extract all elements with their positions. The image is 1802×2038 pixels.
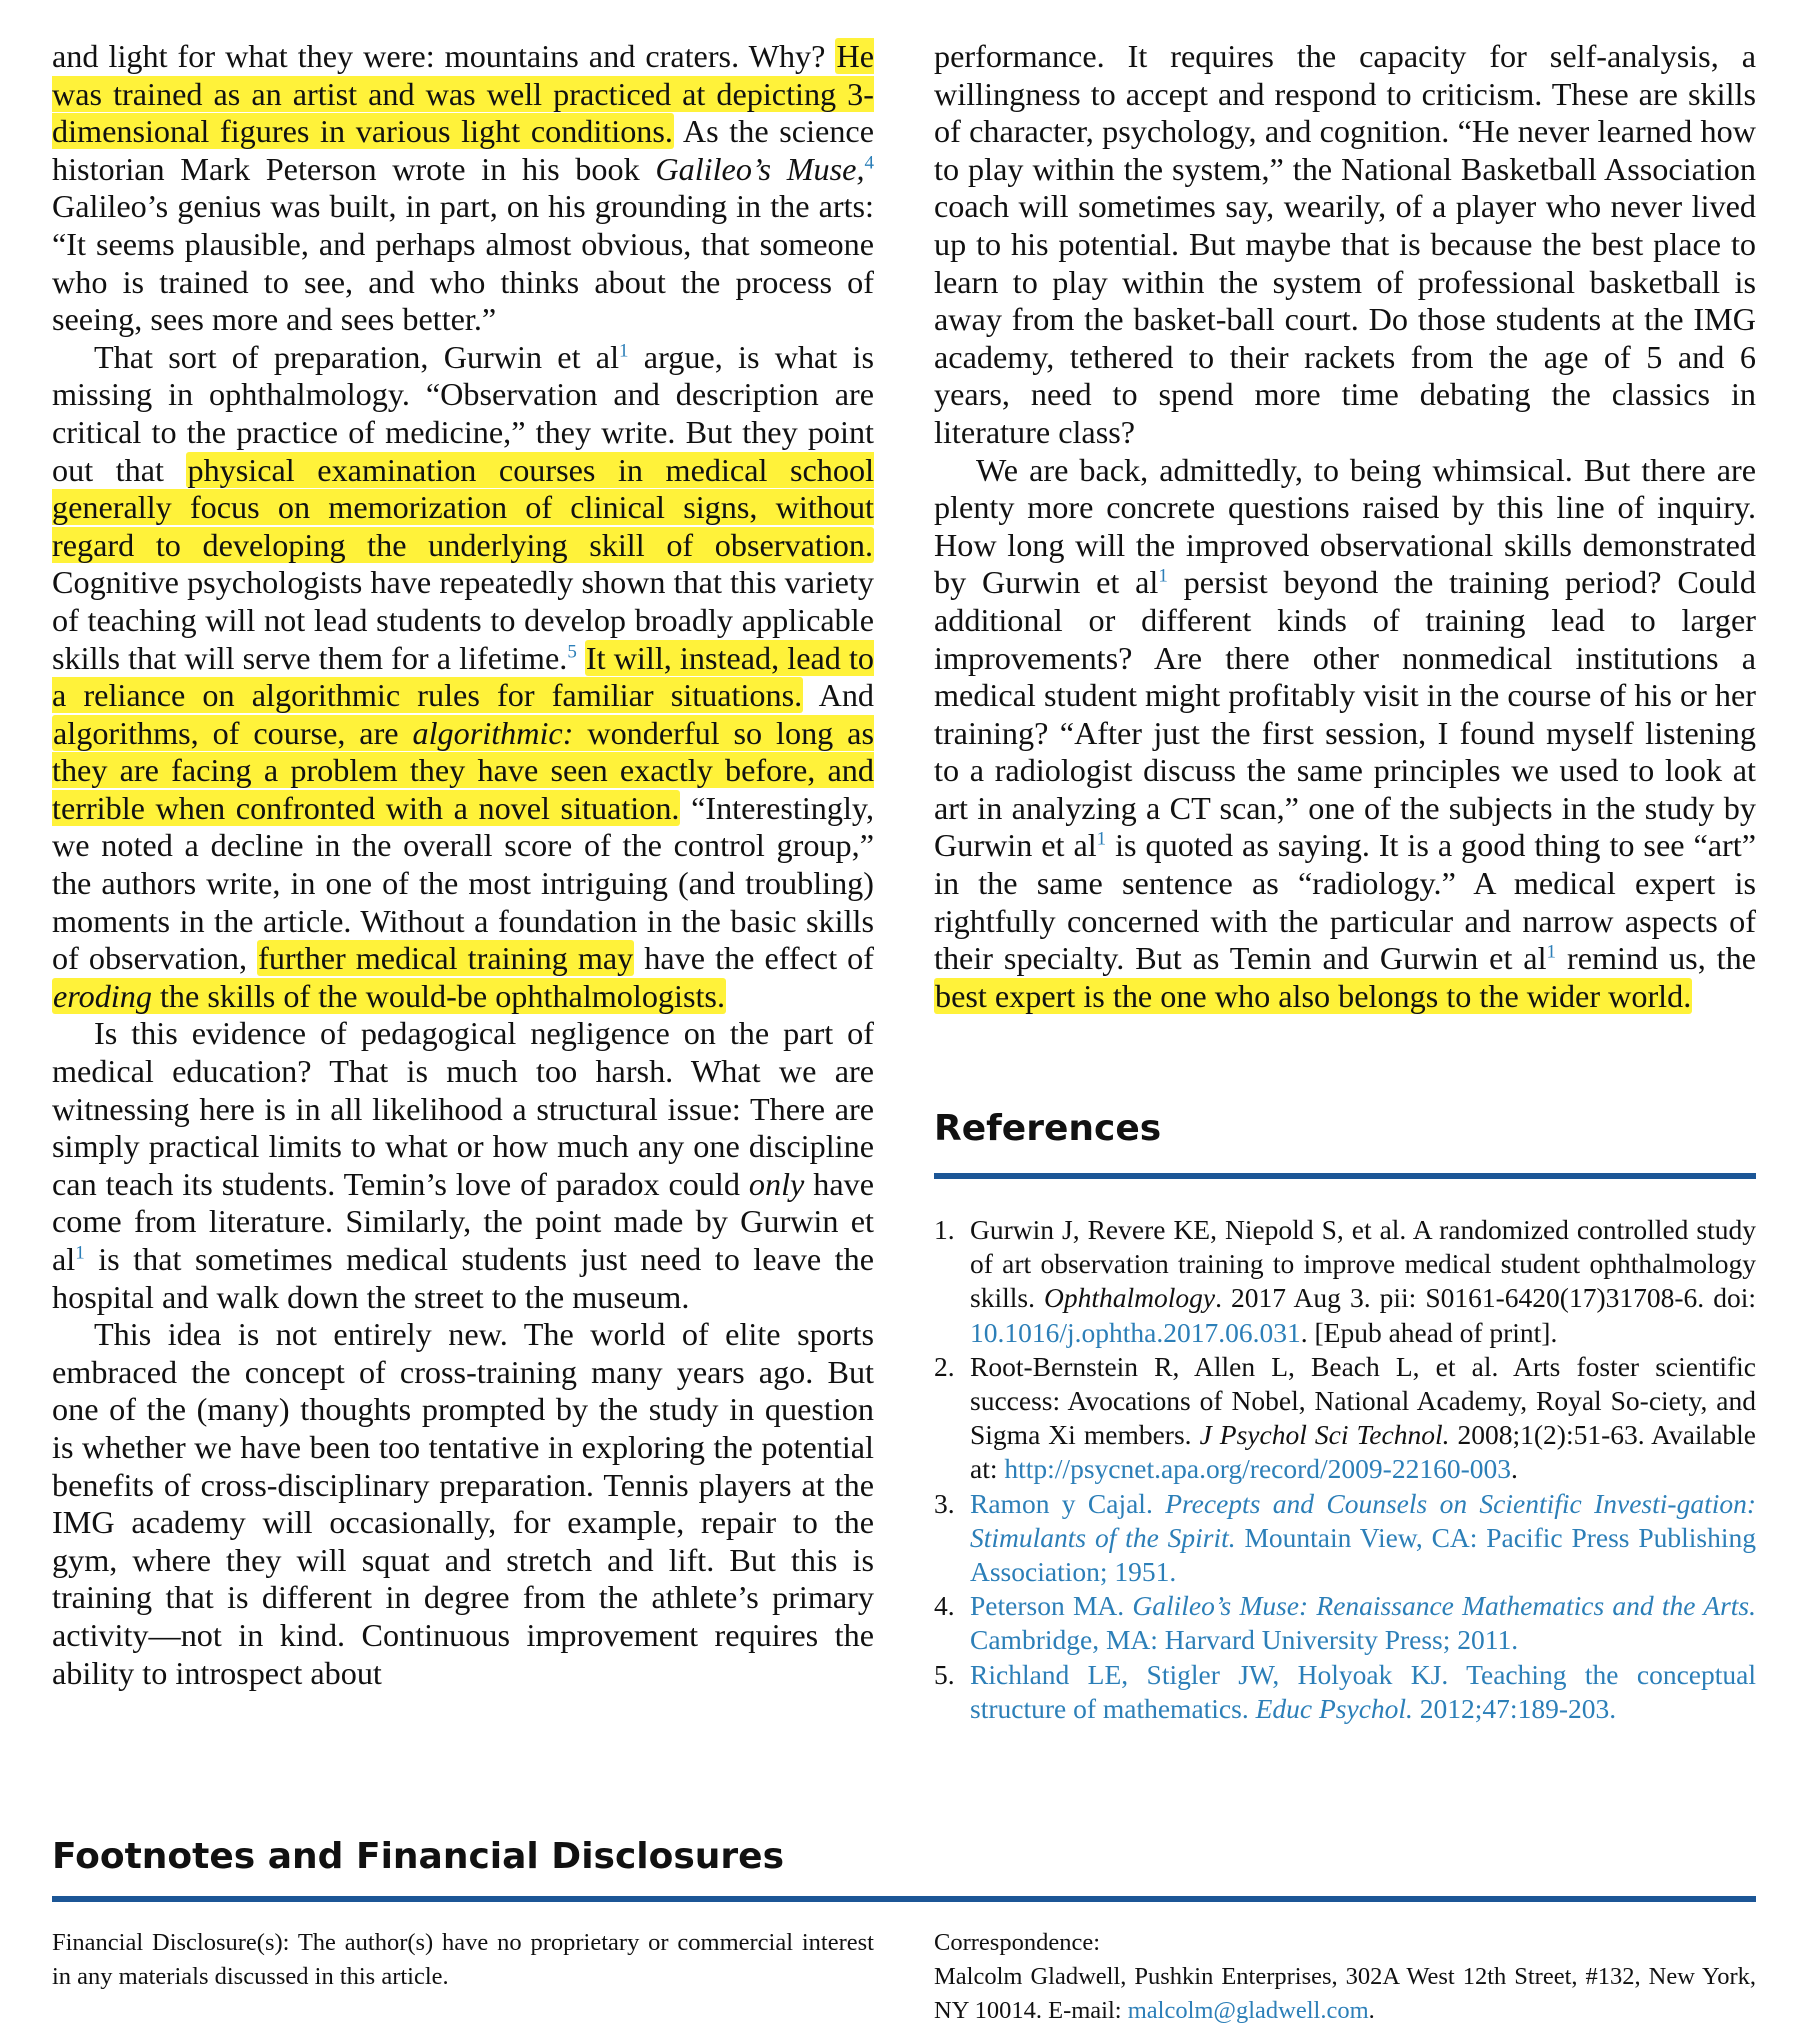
paragraph: Is this evidence of pedagogical negligence on the part of medical education? That is much too harsh. What we are witnessing here is in all likelihood a structural issue: There are simply practical limits to what or how much any one discipline can teach its students. Temin’s love of paradox could only have come from literature. Similarly, the point made by Gurwin et al$^1$ is that sometimes medical students just need to leave the hospital and walk down the street to the museum. <box>52 1015 875 1315</box>
citation-link[interactable]: 5 <box>567 640 577 662</box>
left-column <box>52 38 874 1692</box>
highlight[interactable]: algorithms, of course, are algorithmic: wonderful so long as they are facing a problem they have seen exactly before, and terrible when confronted with a novel situation. <box>52 714 874 826</box>
right-column <box>934 38 1756 1015</box>
highlight[interactable]: best expert is the one who also belongs to the wider world. <box>935 977 1692 1014</box>
email-link[interactable]: malcolm@gladwell.com <box>1127 1997 1369 2024</box>
url-link[interactable]: http://psycnet.apa.org/record/2009-22160-003 <box>1004 1453 1511 1485</box>
reference-link[interactable]: Richland LE, Stigler JW, Holyoak KJ. Teaching the conceptual structure of mathematics. Educ Psychol. 2012;47:189-203. <box>970 1658 1756 1724</box>
reference-item[interactable]: 5. Richland LE, Stigler JW, Holyoak KJ. Teaching the conceptual structure of mathematics. Educ Psychol. 2012;47:189-203. <box>934 1658 1756 1724</box>
section-rule <box>52 1896 1756 1902</box>
footnotes-heading: Footnotes and Financial Disclosures <box>52 1836 785 1877</box>
citation-link[interactable]: 4 <box>864 152 874 174</box>
highlight[interactable]: It will, instead, lead to a reliance on algorithmic rules for familiar situations. <box>52 639 874 714</box>
highlight[interactable]: eroding the skills of the would-be ophthalmologists. <box>53 977 726 1014</box>
reference-list <box>934 1213 1756 1726</box>
paragraph: That sort of preparation, Gurwin et al$^1$ argue, is what is missing in ophthalmology. “Observation and description are critical to the practice of medicine,” they write. But they point out that physical examination courses in medical school generally focus on memorization of clinical signs, without regard to developing the underlying skill of observation. Cognitive psychologists have repeatedly shown that this variety of teaching will not lead students to develop broadly applicable skills that will serve them for a lifetime.$^5$ It will, instead, lead to a reliance on algorithmic rules for familiar situations. And algorithms, of course, are algorithmic: wonderful so long as they are facing a problem they have seen exactly before, and terrible when confronted with a novel situation. “Interestingly, we noted a decline in the overall score of the control group,” the authors write, in one of the most intriguing (and troubling) moments in the article. Without a foundation in the basic skills of observation, further medical training may have the effect of eroding the skills of the would-be ophthalmologists. <box>52 338 875 1014</box>
highlight[interactable]: further medical training may <box>258 940 634 977</box>
highlight[interactable]: He was trained as an artist and was well practiced at depicting 3-dimensional figures in various light conditions. <box>52 38 874 150</box>
reference-item: 1. Gurwin J, Revere KE, Niepold S, et al. A randomized controlled study of art observation training to improve medical student ophthalmology skills. Ophthalmology. 2017 Aug 3. pii: S0161-6420(17)31708-6. doi: 10.1016/j.ophtha.2017.06.031. [Epub ahead of print]. <box>934 1214 1756 1348</box>
reference-item: 2. Root-Bernstein R, Allen L, Beach L, et al. Arts foster scientific success: Avocations of Nobel, National Academy, Royal So-ciety, and Sigma Xi members. J Psychol Sci Technol. 2008;1(2):51-63. Available at: http://psycnet.apa.org/record/2009-22160-003. <box>934 1350 1756 1485</box>
citation-link[interactable]: 1 <box>619 340 629 362</box>
reference-item[interactable]: 4. Peterson MA. Galileo’s Muse: Renaissance Mathematics and the Arts. Cambridge, MA: Harvard University Press; 2011. <box>934 1590 1756 1656</box>
section-rule <box>934 1173 1756 1179</box>
paragraph: This idea is not entirely new. The world of elite sports embraced the concept of cross-training many years ago. But one of the (many) thoughts prompted by the study in question is whether we have been too tentative in exploring the potential benefits of cross-disciplinary preparation. Tennis players at the IMG academy will occasionally, for example, repair to the gym, where they will squat and stretch and lift. But this is training that is different in degree from the athlete’s primary activity—not in kind. Continuous improvement requires the ability to introspect about <box>52 1316 874 1691</box>
paragraph: and light for what they were: mountains and craters. Why? He was trained as an artist and was well practiced at depicting 3-dimensional figures in various light conditions. As the science historian Mark Peterson wrote in his book Galileo’s Muse,$^4$ Galileo’s genius was built, in part, on his grounding in the arts: “It seems plausible, and perhaps almost obvious, that someone who is trained to see, and who thinks about the process of seeing, sees more and sees better.” <box>52 38 874 338</box>
financial-disclosure: Financial Disclosure(s): The author(s) have no proprietary or commercial interest in any materials discussed in this article. <box>52 1929 874 1990</box>
references-heading: References <box>934 1108 1162 1149</box>
reference-link[interactable]: Peterson MA. Galileo’s Muse: Renaissance Mathematics and the Arts. Cambridge, MA: Harvard University Press; 2011. <box>970 1590 1756 1656</box>
book-title: Galileo’s Muse, <box>655 150 865 187</box>
paragraph: We are back, admittedly, to being whimsical. But there are plenty more concrete questions raised by this line of inquiry. How long will the improved observational skills demonstrated by Gurwin et al$^1$ persist beyond the training period? Could additional or different kinds of training lead to larger improvements? Are there other nonmedical institutions a medical student might profitably visit in the course of his or her training? “After just the first session, I found myself listening to a radiologist discuss the same principles we used to look at art in analyzing a CT scan,” one of the subjects in the study by Gurwin et al$^1$ is quoted as saying. It is a good thing to see “art” in the same sentence as “radiology.” A medical expert is rightfully concerned with the particular and narrow aspects of their specialty. But as Temin and Gurwin et al$^1$ remind us, the best expert is the one who also belongs to the wider world. <box>934 451 1757 1014</box>
paragraph: performance. It requires the capacity for self-analysis, a willingness to accept and respond to criticism. These are skills of character, psychology, and cognition. “He never learned how to play within the system,” the National Basketball Association coach will sometimes say, wearily, of a player who never lived up to his potential. But maybe that is because the best place to learn to play within the system of professional basketball is away from the basket-ball court. Do those students at the IMG academy, tethered to their rackets from the age of 5 and 6 years, need to spend more time debating the classics in literature class? <box>934 38 1756 450</box>
doi-link[interactable]: 10.1016/j.ophtha.2017.06.031 <box>970 1316 1301 1348</box>
reference-link[interactable]: Ramon y Cajal. Precepts and Counsels on Scientific Investi-gation: Stimulants of the Spirit. Mountain View, CA: Pacific Press Publishing Association; 1951. <box>970 1487 1757 1588</box>
citation-link[interactable]: 1 <box>1158 565 1168 587</box>
correspondence-label: Correspondence: <box>934 1929 1100 1956</box>
citation-link[interactable]: 1 <box>1096 828 1107 850</box>
citation-link[interactable]: 1 <box>1546 941 1557 963</box>
highlight[interactable]: physical examination courses in medical school generally focus on memorization of clinical signs, without regard to developing the underlying skill of observation. <box>52 451 875 563</box>
citation-link[interactable]: 1 <box>75 1242 85 1264</box>
reference-item[interactable]: 3. Ramon y Cajal. Precepts and Counsels on Scientific Investi-gation: Stimulants of the Spirit. Mountain View, CA: Pacific Press Publishing Association; 1951. <box>934 1487 1757 1588</box>
correspondence: Correspondence: Malcolm Gladwell, Pushkin Enterprises, 302A West 12th Street, #132, New York, NY 10014. E-mail: malcolm@gladwell.com. <box>934 1926 1756 2028</box>
